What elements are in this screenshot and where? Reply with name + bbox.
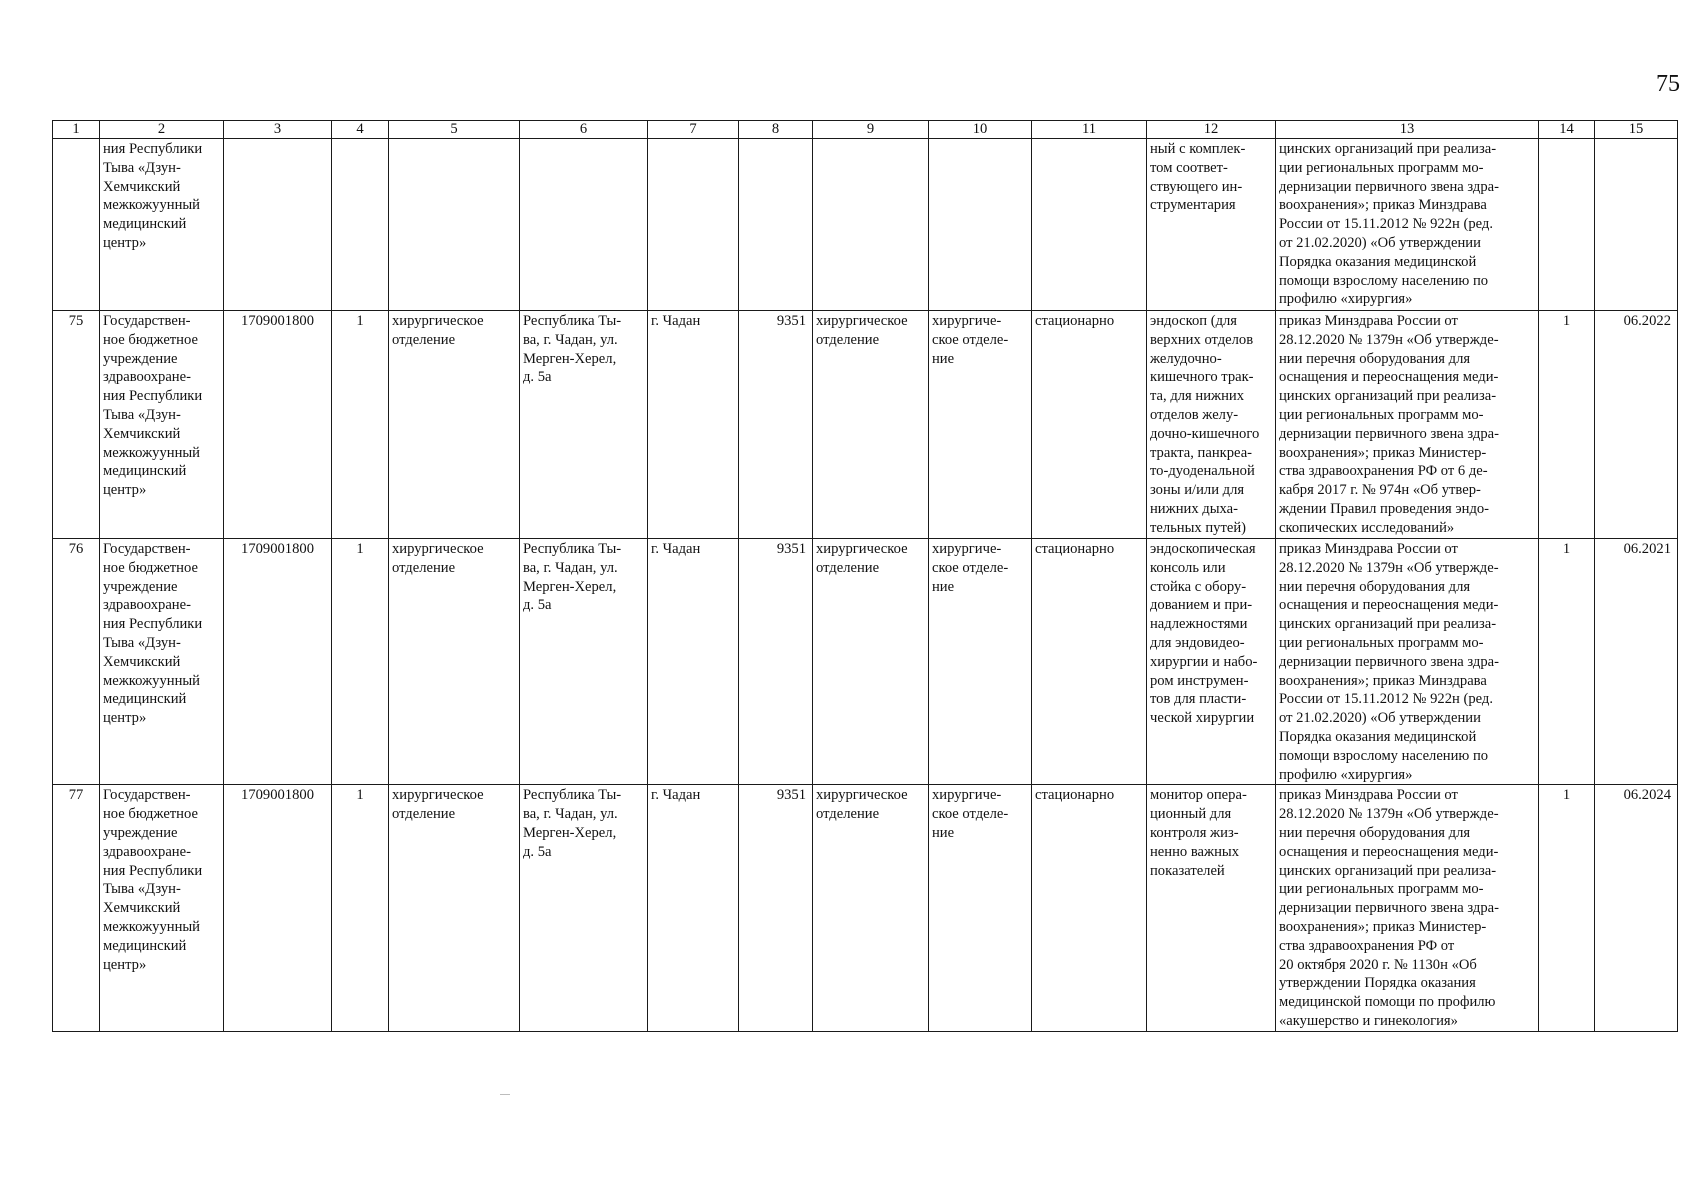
equipment-registry-table [52, 120, 1678, 1032]
cell-equipment: эндоскоп (для верхних отделов желудочно- кишечного трак- та, для нижних отделов желу- дочно-кишечного тракта, панкреа- то-дуоденальной зоны и/или для нижних дыха- тельных путей) [1147, 311, 1276, 539]
cell-date: 06.2021 [1595, 539, 1678, 785]
cell-date: 06.2022 [1595, 311, 1678, 539]
cell-department: хирургическое отделение [389, 539, 520, 785]
col-header-10: 10 [929, 121, 1032, 139]
cell-care-form: стационарно [1032, 311, 1147, 539]
cell-count [332, 139, 389, 311]
cell-care-form [1032, 139, 1147, 311]
cell-row-number: 76 [53, 539, 100, 785]
cell-index: 9351 [739, 785, 813, 1031]
col-header-13: 13 [1276, 121, 1539, 139]
cell-address: Республика Ты- ва, г. Чадан, ул. Мерген-Херел, д. 5а [520, 785, 648, 1031]
cell-organization: Государствен- ное бюджетное учреждение здравоохране- ния Республики Тыва «Дзун- Хемчикский межкожуунный медицинский центр» [100, 539, 224, 785]
cell-code: 1709001800 [224, 785, 332, 1031]
cell-unit: хирургическое отделение [813, 785, 929, 1031]
cell-index: 9351 [739, 539, 813, 785]
col-header-12: 12 [1147, 121, 1276, 139]
cell-city: г. Чадан [648, 539, 739, 785]
cell-city [648, 139, 739, 311]
cell-address: Республика Ты- ва, г. Чадан, ул. Мерген-Херел, д. 5а [520, 311, 648, 539]
cell-organization: Государствен- ное бюджетное учреждение здравоохране- ния Республики Тыва «Дзун- Хемчикский межкожуунный медицинский центр» [100, 785, 224, 1031]
cell-count: 1 [332, 311, 389, 539]
table-row-76 [53, 539, 1678, 785]
col-header-9: 9 [813, 121, 929, 139]
col-header-6: 6 [520, 121, 648, 139]
col-header-2: 2 [100, 121, 224, 139]
cell-index: 9351 [739, 311, 813, 539]
cell-unit: хирургическое отделение [813, 311, 929, 539]
cell-code: 1709001800 [224, 539, 332, 785]
cell-department: хирургическое отделение [389, 785, 520, 1031]
cell-equipment: эндоскопическая консоль или стойка с обору- дованием и при- надлежностями для эндовидео- хирургии и набо- ром инструмен- тов для пласти- ческой хирургии [1147, 539, 1276, 785]
cell-unit-type [929, 139, 1032, 311]
cell-legal-basis: приказ Минздрава России от 28.12.2020 № 1379н «Об утвержде- нии перечня оборудования для оснащения и переоснащения меди- цинских организаций при реализа- ции региональных программ мо- дернизации первичного звена здра- воохранения»; приказ Министер- ства здравоохранения РФ от 20 октября 2020 г. № 1130н «Об утверждении Порядка оказания медицинской помощи по профилю «акушерство и гинекология» [1276, 785, 1539, 1031]
col-header-3: 3 [224, 121, 332, 139]
cell-date: 06.2024 [1595, 785, 1678, 1031]
cell-legal-basis: приказ Минздрава России от 28.12.2020 № 1379н «Об утвержде- нии перечня оборудования для оснащения и переоснащения меди- цинских организаций при реализа- ции региональных программ мо- дернизации первичного звена здра- воохранения»; приказ Министер- ства здравоохранения РФ от 6 де- кабря 2017 г. № 974н «Об утвер- ждении Правил проведения эндо- скопических исследований» [1276, 311, 1539, 539]
cell-city: г. Чадан [648, 785, 739, 1031]
cell-legal-basis: приказ Минздрава России от 28.12.2020 № 1379н «Об утвержде- нии перечня оборудования для оснащения и переоснащения меди- цинских организаций при реализа- ции региональных программ мо- дернизации первичного звена здра- воохранения»; приказ Минздрава России от 15.11.2012 № 922н (ред. от 21.02.2020) «Об утверждении Порядка оказания медицинской помощи взрослому населению по профилю «хирургия» [1276, 539, 1539, 785]
cell-address [520, 139, 648, 311]
header-row [53, 121, 1678, 139]
cell-equipment: ный с комплек- том соответ- ствующего ин- струментария [1147, 139, 1276, 311]
table-row-continuation [53, 139, 1678, 311]
cell-unit-type: хирургиче- ское отделе- ние [929, 311, 1032, 539]
cell-unit [813, 139, 929, 311]
cell-index [739, 139, 813, 311]
cell-code [224, 139, 332, 311]
cell-count: 1 [332, 785, 389, 1031]
cell-quantity [1539, 139, 1595, 311]
cell-row-number: 75 [53, 311, 100, 539]
cell-address: Республика Ты- ва, г. Чадан, ул. Мерген-Херел, д. 5а [520, 539, 648, 785]
cell-quantity: 1 [1539, 539, 1595, 785]
cell-organization: ния Республики Тыва «Дзун- Хемчикский межкожуунный медицинский центр» [100, 139, 224, 311]
cell-count: 1 [332, 539, 389, 785]
col-header-8: 8 [739, 121, 813, 139]
cell-equipment: монитор опера- ционный для контроля жиз- ненно важных показателей [1147, 785, 1276, 1031]
cell-row-number [53, 139, 100, 311]
cell-care-form: стационарно [1032, 539, 1147, 785]
column-number-header [53, 121, 1678, 139]
scan-speck [500, 1094, 510, 1095]
col-header-7: 7 [648, 121, 739, 139]
cell-department: хирургическое отделение [389, 311, 520, 539]
cell-code: 1709001800 [224, 311, 332, 539]
col-header-5: 5 [389, 121, 520, 139]
table-row-77 [53, 785, 1678, 1031]
col-header-15: 15 [1595, 121, 1678, 139]
cell-date [1595, 139, 1678, 311]
table-row-75 [53, 311, 1678, 539]
cell-organization: Государствен- ное бюджетное учреждение здравоохране- ния Республики Тыва «Дзун- Хемчикский межкожуунный медицинский центр» [100, 311, 224, 539]
cell-quantity: 1 [1539, 311, 1595, 539]
col-header-4: 4 [332, 121, 389, 139]
cell-row-number: 77 [53, 785, 100, 1031]
col-header-1: 1 [53, 121, 100, 139]
cell-unit-type: хирургиче- ское отделе- ние [929, 785, 1032, 1031]
cell-legal-basis: цинских организаций при реализа- ции региональных программ мо- дернизации первичного звена здра- воохранения»; приказ Минздрава России от 15.11.2012 № 922н (ред. от 21.02.2020) «Об утверждении Порядка оказания медицинской помощи взрослому населению по профилю «хирургия» [1276, 139, 1539, 311]
cell-quantity: 1 [1539, 785, 1595, 1031]
page-number: 75 [1656, 71, 1680, 97]
cell-unit-type: хирургиче- ское отделе- ние [929, 539, 1032, 785]
cell-department [389, 139, 520, 311]
col-header-11: 11 [1032, 121, 1147, 139]
col-header-14: 14 [1539, 121, 1595, 139]
cell-city: г. Чадан [648, 311, 739, 539]
cell-care-form: стационарно [1032, 785, 1147, 1031]
cell-unit: хирургическое отделение [813, 539, 929, 785]
